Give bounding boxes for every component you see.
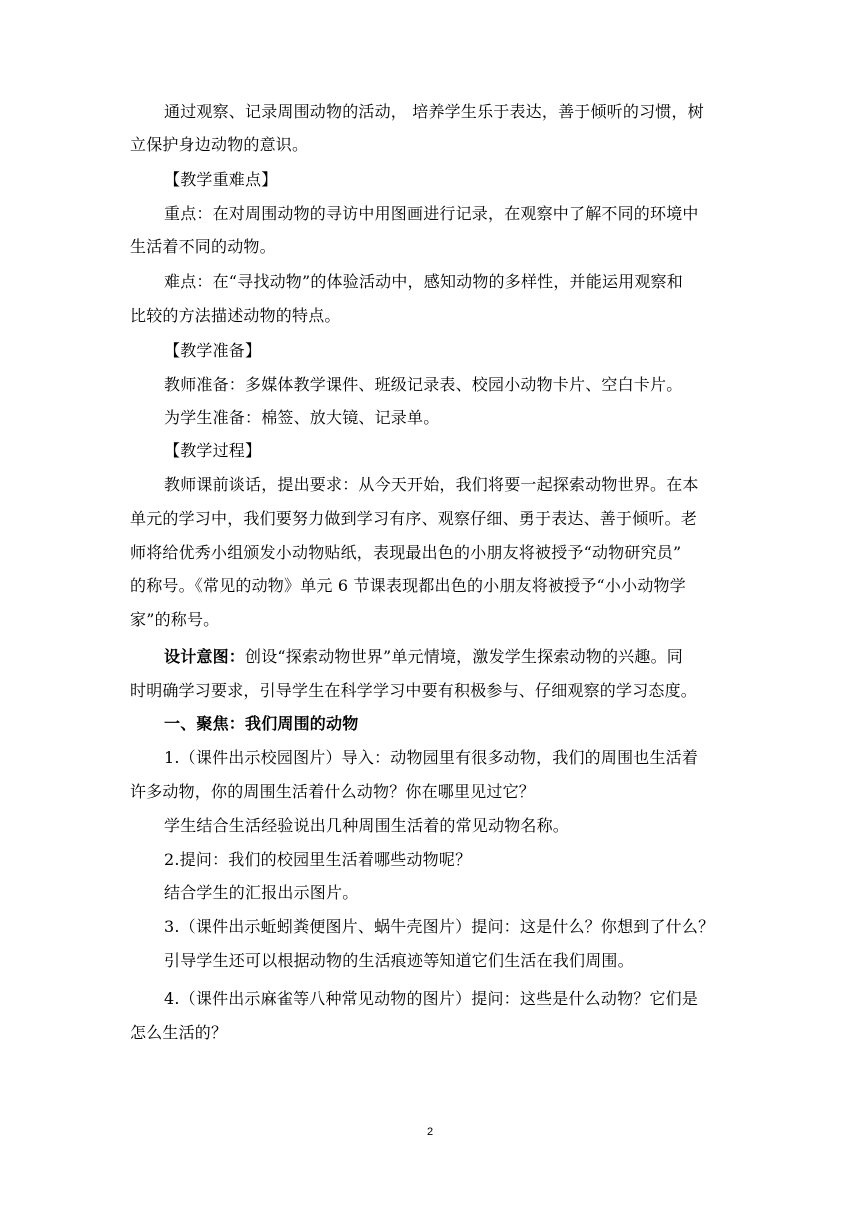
step3-guidance: 引导学生还可以根据动物的生活痕迹等知道它们生活在我们周围。 (164, 951, 634, 970)
key-point-line-2: 生活着不同的动物。 (130, 237, 276, 256)
section-heading-focus: 一、聚焦：我们周围的动物 (164, 714, 359, 733)
step2-question: 2.提问：我们的校园里生活着哪些动物呢？ (164, 850, 472, 869)
goal-line-2: 立保护身边动物的意识。 (130, 135, 309, 154)
heading-process: 【教学过程】 (164, 441, 262, 460)
step3-question: 3.（课件出示蚯蚓粪便图片、蜗牛壳图片）提问：这是什么？你想到了什么？ (164, 917, 715, 936)
design-intent-label: 设计意图： (164, 647, 246, 666)
heading-preparation: 【教学准备】 (164, 341, 262, 360)
difficulty-line-2: 比较的方法描述动物的特点。 (130, 306, 341, 325)
step1-line-2: 许多动物，你的周围生活着什么动物？你在哪里见过它？ (130, 782, 536, 801)
intro-line-3: 师将给优秀小组颁发小动物贴纸，表现最出色的小朋友将被授予“动物研究员” (130, 543, 682, 562)
key-point-line-1: 重点：在对周围动物的寻访中用图画进行记录，在观察中了解不同的环境中 (164, 204, 699, 223)
intro-line-5: 家”的称号。 (130, 610, 220, 629)
intro-line-2: 单元的学习中，我们要努力做到学习有序、观察仔细、勇于表达、善于倾听。老 (130, 509, 698, 528)
design-intent-line-2: 时明确学习要求，引导学生在科学学习中要有积极参与、仔细观察的学习态度。 (130, 681, 698, 700)
student-preparation: 为学生准备：棉签、放大镜、记录单。 (164, 408, 440, 427)
design-intent-text: 创设“探索动物世界”单元情境，激发学生探索动物的兴趣。同 (245, 647, 683, 666)
step1-response: 学生结合生活经验说出几种周围生活着的常见动物名称。 (164, 816, 570, 835)
heading-key-points: 【教学重难点】 (164, 170, 278, 189)
intro-line-1: 教师课前谈话，提出要求：从今天开始，我们将要一起探索动物世界。在本 (164, 475, 699, 494)
step2-response: 结合学生的汇报出示图片。 (164, 883, 359, 902)
intro-line-4: 的称号。《常见的动物》单元 6 节课表现都出色的小朋友将被授予“小小动物学 (130, 576, 686, 595)
page-number: 2 (426, 1126, 434, 1138)
goal-line-1: 通过观察、记录周围动物的活动， 培养学生乐于表达，善于倾听的习惯，树 (164, 102, 704, 121)
step4-line-1: 4.（课件出示麻雀等八种常见动物的图片）提问：这些是什么动物？它们是 (164, 989, 699, 1008)
teacher-preparation: 教师准备：多媒体教学课件、班级记录表、校园小动物卡片、空白卡片。 (164, 375, 683, 394)
difficulty-line-1: 难点：在“寻找动物”的体验活动中，感知动物的多样性，并能运用观察和 (164, 272, 683, 291)
step1-line-1: 1.（课件出示校园图片）导入：动物园里有很多动物，我们的周围也生活着 (164, 748, 699, 767)
design-intent-line-1 (164, 647, 683, 667)
step4-line-2: 怎么生活的？ (130, 1023, 228, 1042)
